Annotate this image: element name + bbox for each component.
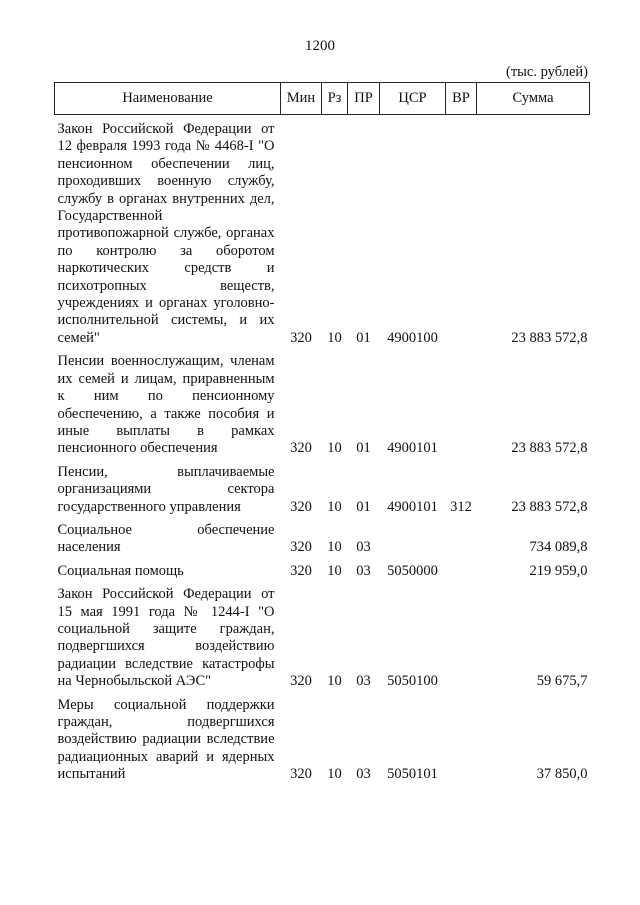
row-vr	[446, 697, 477, 790]
row-rz: 10	[327, 766, 342, 783]
row-sum: 37 850,0	[536, 766, 588, 783]
table-row	[55, 697, 590, 790]
table-header-row	[55, 83, 590, 115]
row-csr: 4900101	[387, 440, 438, 457]
row-csr: 4900100	[387, 329, 438, 346]
row-csr: 5050000	[387, 562, 438, 579]
row-pr: 01	[356, 329, 371, 346]
budget-table	[54, 82, 590, 790]
row-rz: 10	[327, 440, 342, 457]
row-name: Меры социальной поддержки граждан, подвергшихся воздействию радиации вследствие радиационных аварий и ядерных испытаний	[57, 696, 275, 783]
row-rz: 10	[327, 539, 342, 556]
row-csr: 5050100	[387, 673, 438, 690]
table-row	[55, 522, 590, 563]
row-pr: 03	[356, 562, 371, 579]
table-row	[55, 563, 590, 586]
header-csr: ЦСР	[380, 83, 446, 115]
row-vr	[446, 353, 477, 463]
row-name: Социальная помощь	[57, 562, 184, 579]
table-row	[55, 353, 590, 463]
row-rz: 10	[327, 562, 342, 579]
row-pr: 03	[356, 539, 371, 556]
row-min: 320	[290, 440, 312, 457]
row-min: 320	[290, 766, 312, 783]
row-min: 320	[290, 539, 312, 556]
header-sum: Сумма	[477, 83, 590, 115]
row-rz: 10	[327, 329, 342, 346]
row-name: Социальное обеспечение населения	[57, 521, 275, 556]
header-name: Наименование	[55, 83, 281, 115]
row-csr: 4900101	[387, 498, 438, 515]
row-min: 320	[290, 498, 312, 515]
row-vr: 312	[450, 498, 472, 515]
row-csr: 5050101	[387, 766, 438, 783]
row-sum: 734 089,8	[529, 539, 588, 556]
row-pr: 01	[356, 498, 371, 515]
row-name: Пенсии, выплачиваемые организациями сектора государственного управления	[57, 463, 275, 515]
row-rz: 10	[327, 673, 342, 690]
header-vr: ВР	[446, 83, 477, 115]
row-sum: 23 883 572,8	[511, 498, 588, 515]
page-number: 1200	[305, 38, 335, 54]
row-name: Закон Российской Федерации от 12 февраля 1993 года № 4468-I "О пенсионном обеспечении лиц, проходивших военную службу, службу в органах внутренних дел, Государственной противопожарной службе, органах по контролю за оборотом наркотических средств и психотропных веществ, учреждениях и органах уголовно-исполнительной системы, и их семей"	[57, 121, 275, 346]
row-name: Закон Российской Федерации от 15 мая 1991 года № 1244-I "О социальной защите граждан, подвергшихся воздействию радиации вследствие катастрофы на Чернобыльской АЭС"	[57, 586, 275, 690]
row-sum: 59 675,7	[536, 673, 588, 690]
row-vr	[446, 586, 477, 696]
row-vr	[446, 522, 477, 563]
row-csr	[380, 522, 446, 563]
row-rz: 10	[327, 498, 342, 515]
table-row	[55, 464, 590, 522]
table-row	[55, 586, 590, 696]
row-sum: 23 883 572,8	[511, 329, 588, 346]
header-min: Мин	[281, 83, 322, 115]
header-pr: ПР	[348, 83, 380, 115]
row-pr: 01	[356, 440, 371, 457]
row-pr: 03	[356, 673, 371, 690]
header-rz: Рз	[322, 83, 348, 115]
units-label: (тыс. рублей)	[506, 64, 588, 80]
table-row	[55, 115, 590, 354]
row-min: 320	[290, 329, 312, 346]
row-sum: 23 883 572,8	[511, 440, 588, 457]
row-min: 320	[290, 673, 312, 690]
row-sum: 219 959,0	[529, 562, 588, 579]
row-pr: 03	[356, 766, 371, 783]
row-name: Пенсии военнослужащим, членам их семей и лицам, приравненным к ним по пенсионному обеспечению, а также пособия и иные выплаты в рамках пенсионного обеспечения	[57, 353, 275, 457]
row-vr	[446, 563, 477, 586]
row-vr	[446, 115, 477, 354]
row-min: 320	[290, 562, 312, 579]
